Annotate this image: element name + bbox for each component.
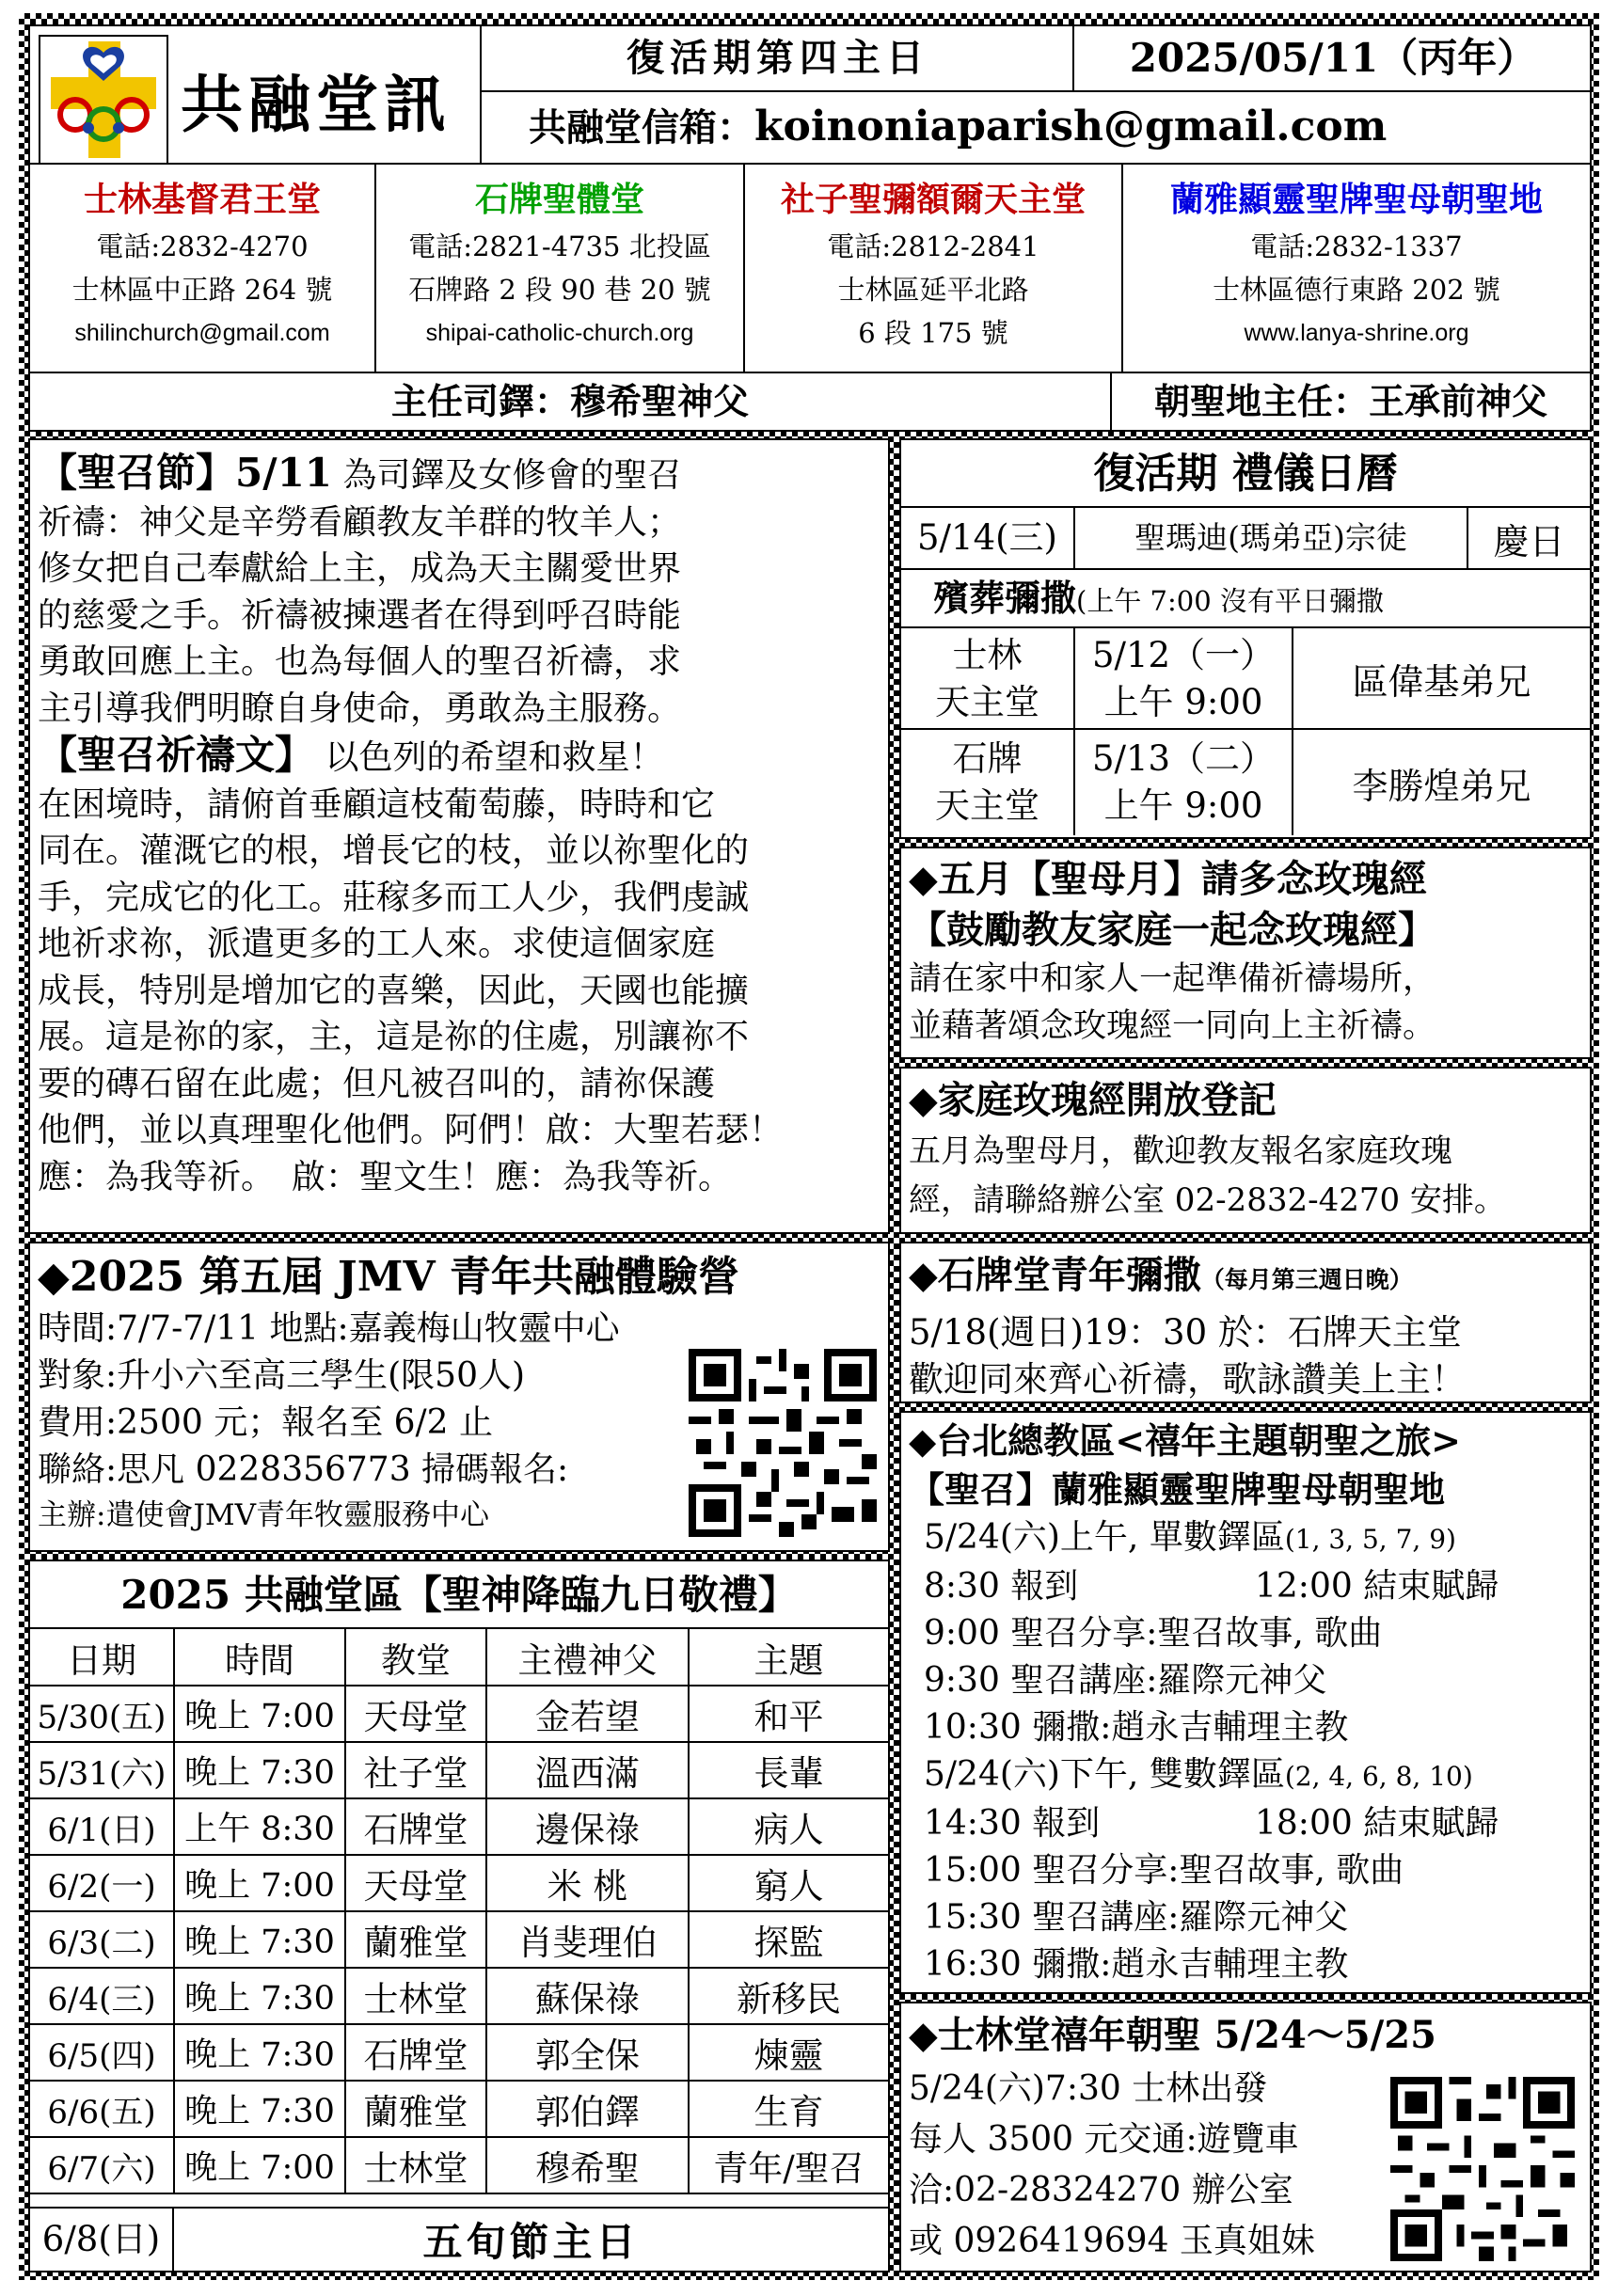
novena-church: 石牌堂 (345, 1798, 486, 1855)
liturgical-sunday: 復活期第四主日 (627, 36, 929, 80)
funeral-church-name: 石牌 (952, 738, 1023, 779)
novena-theme: 和平 (689, 1686, 888, 1742)
vocation-section (28, 438, 890, 1234)
church-shezi (745, 165, 1123, 372)
pilgrimage-am-item: 9:00 聖召分享:聖召故事, 歌曲 (924, 1614, 1383, 1653)
funeral-person: 區偉基弟兄 (1352, 660, 1531, 703)
novena-church: 天母堂 (345, 1686, 486, 1742)
church-address: 士林區延平北路 (837, 274, 1029, 306)
pilgrimage-am-item: 9:30 聖召講座:羅際元神父 (924, 1661, 1327, 1700)
church-phone: 電話:2832-1337 (1250, 230, 1463, 262)
church-name: 蘭雅顯靈聖牌聖母朝聖地 (1169, 180, 1543, 219)
prayer-line: 同在。灌溉它的根，增長它的枝，並以祢聖化的 (38, 831, 750, 870)
novena-celebrant: 溫西滿 (486, 1742, 689, 1798)
novena-celebrant: 蘇保祿 (486, 1968, 689, 2024)
shilin-trip-line: 5/24(六)7:30 士林出發 (909, 2069, 1268, 2108)
mailbox-label: 共融堂信箱： (529, 105, 754, 150)
novena-church: 蘭雅堂 (345, 1911, 486, 1968)
novena-time: 晚上 7:00 (174, 1855, 345, 1911)
shrine-director: 朝聖地主任：王承前神父 (1153, 380, 1547, 422)
novena-table (30, 1629, 888, 2194)
novena-date: 5/30(五) (30, 1686, 174, 1742)
prayer-line: 地祈求祢，派遣更多的工人來。求使這個家庭 (38, 925, 716, 963)
funeral-church (901, 628, 1075, 728)
schedule-item: 12:00 結束賦歸 (1255, 1567, 1499, 1606)
novena-theme: 探監 (689, 1911, 888, 1968)
schedule-item: 14:30 報到 (924, 1804, 1101, 1843)
novena-celebrant: 郭伯鐸 (486, 2081, 689, 2137)
header (28, 24, 1592, 432)
vocation-line: 修女把自己奉獻給上主，成為天主關愛世界 (38, 549, 682, 588)
novena-header-theme: 主題 (689, 1629, 888, 1686)
pilgrimage-title: ◆台北總教區<禧年主題朝聖之旅> (909, 1419, 1461, 1462)
novena-section (28, 1560, 890, 2272)
prayer-line: 在困境時，請俯首垂顧這枝葡萄藤，時時和它 (38, 784, 716, 824)
novena-rows (30, 1686, 888, 2193)
youth-mass-section (899, 1242, 1592, 1403)
pilgrimage-pm-label: 5/24(六)下午, 雙數鐸區 (924, 1755, 1285, 1794)
jmv-fee: 費用:2500 元；報名至 6/2 止 (38, 1403, 494, 1442)
novena-church: 石牌堂 (345, 2024, 486, 2081)
novena-church: 蘭雅堂 (345, 2081, 486, 2137)
novena-date: 6/5(四) (30, 2024, 174, 2081)
pilgrimage-am-note: (1, 3, 5, 7, 9) (1284, 1524, 1456, 1555)
prayer-line: 手，完成它的化工。莊稼多而工人少，我們虔誠 (38, 878, 750, 917)
rosary-subtitle: 【鼓勵教友家庭一起念玫瑰經】 (909, 908, 1436, 952)
pastor: 主任司鐸：穆希聖神父 (30, 373, 1112, 430)
novena-theme: 生育 (689, 2081, 888, 2137)
youth-mass-line: 歡迎同來齊心祈禱，歌詠讚美上主！ (909, 1359, 1466, 1400)
novena-theme: 新移民 (689, 1968, 888, 2024)
newsletter-title: 共融堂訊 (181, 68, 452, 141)
prayer-line: 成長，特別是增加它的喜樂，因此，天國也能擴 (38, 971, 750, 1010)
family-rosary-section (899, 1067, 1592, 1234)
shilin-trip-line: 每人 3500 元交通:遊覽車 (909, 2120, 1299, 2159)
rosary-line: 並藉著頌念玫瑰經一同向上主祈禱。 (909, 1007, 1436, 1045)
funeral-row (901, 628, 1590, 730)
novena-time: 晚上 7:30 (174, 2024, 345, 2081)
novena-header-date: 日期 (30, 1629, 174, 1686)
divider (482, 90, 1592, 92)
vocation-heading: 【聖召節】5/11 (38, 450, 333, 496)
church-name: 石牌聖體堂 (474, 180, 644, 219)
feast-row (901, 508, 1590, 570)
prayer-line: 展。這是祢的家，主，這是祢的住處，別讓祢不 (38, 1018, 750, 1056)
trip-qr-code-icon[interactable] (1390, 2077, 1575, 2261)
novena-time: 晚上 7:30 (174, 2081, 345, 2137)
funeral-church-suffix: 天主堂 (935, 682, 1039, 722)
pilgrimage-pm-item: 15:00 聖召分享:聖召故事, 歌曲 (924, 1851, 1404, 1890)
jmv-time-place: 時間:7/7-7/11 地點:嘉義梅山牧靈中心 (38, 1309, 620, 1348)
pilgrimage-pm-item (909, 1800, 1582, 1847)
rosary-title: ◆五月【聖母月】請多念玫瑰經 (909, 857, 1427, 901)
jmv-organizer: 主辦:遣使會JMV青年牧靈服務中心 (38, 1498, 489, 1532)
novena-celebrant: 邊保祿 (486, 1798, 689, 1855)
novena-church: 社子堂 (345, 1742, 486, 1798)
family-rosary-line: 五月為聖母月，歡迎教友報名家庭玫瑰 (909, 1132, 1452, 1170)
funeral-person: 李勝煌弟兄 (1352, 765, 1531, 807)
pilgrimage-am-item (909, 1563, 1582, 1610)
novena-date: 5/31(六) (30, 1742, 174, 1798)
pilgrimage-pm-heading (909, 1751, 1582, 1800)
church-shipai (376, 165, 745, 372)
church-lanya (1123, 165, 1590, 372)
pilgrimage-pm-item: 16:30 彌撒:趙永吉輔理主教 (924, 1945, 1349, 1984)
vocation-line: 勇敢回應上主。也為每個人的聖召祈禱，求 (38, 642, 682, 681)
novena-theme: 煉靈 (689, 2024, 888, 2081)
funeral-time: 上午 9:00 (1103, 682, 1263, 722)
prayer-line: 應：為我等祈。 啟：聖文生！應：為我等祈。 (38, 1157, 733, 1196)
pilgrimage-am-label: 5/24(六)上午, 單數鐸區 (924, 1518, 1285, 1557)
table-row (30, 1798, 888, 1855)
church-address: 石牌路 2 段 90 巷 20 號 (408, 274, 711, 306)
novena-last-label: 五旬節主日 (422, 2219, 640, 2265)
table-row (30, 2081, 888, 2137)
table-row (30, 1911, 888, 1968)
schedule-item: 18:00 結束賦歸 (1255, 1804, 1499, 1843)
family-rosary-line: 經，請聯絡辦公室 02-2832-4270 安排。 (909, 1181, 1506, 1219)
youth-mass-line: 5/18(週日)19：30 於：石牌天主堂 (909, 1312, 1462, 1353)
pilgrimage-subtitle: 【聖召】蘭雅顯靈聖牌聖母朝聖地 (909, 1468, 1446, 1511)
novena-header-church: 教堂 (345, 1629, 486, 1686)
table-row (30, 2024, 888, 2081)
novena-date: 6/3(二) (30, 1911, 174, 1968)
novena-header-time: 時間 (174, 1629, 345, 1686)
novena-date: 6/7(六) (30, 2137, 174, 2193)
liturgy-calendar (899, 438, 1592, 839)
funeral-date: 5/13（二） (1091, 738, 1276, 779)
prayer-heading: 【聖召祈禱文】 (38, 732, 315, 778)
church-name: 社子聖彌額爾天主堂 (780, 180, 1086, 219)
church-phone: 電話:2812-2841 (827, 230, 1039, 262)
schedule-item: 8:30 報到 (924, 1567, 1079, 1606)
church-address: 士林區德行東路 202 號 (1213, 274, 1500, 306)
shilin-trip-title: ◆士林堂禧年朝聖 5/24～5/25 (909, 2013, 1436, 2057)
funeral-date: 5/12（一） (1091, 635, 1276, 675)
family-rosary-title: ◆家庭玫瑰經開放登記 (909, 1078, 1277, 1122)
rosary-section (899, 847, 1592, 1059)
feast-name: 聖瑪迪(瑪弟亞)宗徒 (1075, 508, 1468, 568)
novena-celebrant: 郭全保 (486, 2024, 689, 2081)
issue-date: 2025/05/11（丙年） (1129, 35, 1537, 81)
church-address-2: 6 段 175 號 (858, 317, 1008, 349)
table-row (30, 1968, 888, 2024)
shilin-trip-section (899, 2002, 1592, 2272)
youth-mass-note: （每月第三週日晚） (1200, 1266, 1413, 1293)
novena-celebrant: 穆希聖 (486, 2137, 689, 2193)
table-row (30, 1855, 888, 1911)
novena-time: 晚上 7:00 (174, 1686, 345, 1742)
novena-date: 6/6(五) (30, 2081, 174, 2137)
shilin-trip-line: 洽:02-28324270 辦公室 (909, 2171, 1293, 2209)
funeral-datetime (1075, 628, 1293, 728)
church-phone: 電話:2832-4270 (96, 230, 309, 262)
church-website[interactable]: shipai-catholic-church.org (425, 320, 694, 346)
funeral-note: (上午 7:00 沒有平日彌撒 (1076, 585, 1384, 617)
table-row (30, 2137, 888, 2193)
funeral-church-name: 士林 (952, 635, 1023, 675)
vocation-line: 的慈愛之手。祈禱被揀選者在得到呼召時能 (38, 595, 682, 635)
novena-last-row (30, 2207, 888, 2271)
mailbox-email[interactable]: koinoniaparish@gmail.com (754, 103, 1388, 150)
novena-date: 6/1(日) (30, 1798, 174, 1855)
table-row (30, 1742, 888, 1798)
parish-logo-icon (38, 34, 169, 166)
novena-church: 士林堂 (345, 1968, 486, 2024)
funeral-title: 殯葬彌撒 (933, 577, 1077, 619)
feast-rank: 慶日 (1493, 520, 1565, 562)
prayer-line: 要的磚石留在此處；但凡被召叫的，請祢保護 (38, 1064, 716, 1103)
novena-theme: 窮人 (689, 1855, 888, 1911)
novena-celebrant: 金若望 (486, 1686, 689, 1742)
jmv-contact: 聯絡:思凡 0228356773 掃碼報名: (38, 1450, 569, 1489)
feast-date: 5/14(三) (901, 508, 1075, 568)
novena-theme: 長輩 (689, 1742, 888, 1798)
church-email[interactable]: shilinchurch@gmail.com (74, 320, 330, 346)
novena-time: 晚上 7:30 (174, 1968, 345, 2024)
funeral-datetime (1075, 730, 1293, 835)
vocation-line: 為司鐸及女修會的聖召 (342, 456, 682, 495)
funeral-church-suffix: 天主堂 (935, 785, 1039, 826)
jmv-title: ◆2025 第五屆 JMV 青年共融體驗營 (38, 1253, 739, 1301)
pilgrimage-pm-note: (2, 4, 6, 8, 10) (1284, 1761, 1473, 1792)
jmv-camp-section (28, 1242, 890, 1552)
novena-header-celebrant: 主禮神父 (486, 1629, 689, 1686)
church-list (30, 165, 1590, 372)
pilgrimage-am-item: 10:30 彌撒:趙永吉輔理主教 (924, 1708, 1349, 1747)
shilin-trip-line: 或 0926419694 玉真姐妹 (909, 2222, 1315, 2260)
novena-title: 2025 共融堂區【聖神降臨九日敬禮】 (30, 1561, 888, 1629)
funeral-church (901, 730, 1075, 835)
novena-theme: 病人 (689, 1798, 888, 1855)
jmv-qr-code-icon[interactable] (689, 1349, 877, 1537)
novena-date: 6/2(一) (30, 1855, 174, 1911)
church-phone: 電話:2821-4735 北投區 (408, 230, 711, 262)
novena-time: 晚上 7:30 (174, 1911, 345, 1968)
vocation-line: 主引導我們明瞭自身使命，勇敢為主服務。 (38, 689, 682, 728)
liturgy-title: 復活期 禮儀日曆 (901, 440, 1590, 508)
pilgrimage-am-heading (909, 1514, 1582, 1563)
church-shilin (30, 165, 376, 372)
novena-church: 士林堂 (345, 2137, 486, 2193)
rosary-line: 請在家中和家人一起準備祈禱場所， (909, 960, 1436, 998)
funeral-heading (901, 570, 1590, 628)
novena-celebrant: 米 桃 (486, 1855, 689, 1911)
church-name: 士林基督君王堂 (83, 180, 321, 219)
youth-mass-heading (909, 1249, 1582, 1309)
prayer-line: 他們，並以真理聖化他們。阿們！啟：大聖若瑟！ (38, 1111, 784, 1149)
novena-church: 天母堂 (345, 1855, 486, 1911)
novena-celebrant: 肖斐理伯 (486, 1911, 689, 1968)
church-website[interactable]: www.lanya-shrine.org (1244, 320, 1469, 346)
novena-time: 上午 8:30 (174, 1798, 345, 1855)
pilgrimage-pm-item: 15:30 聖召講座:羅際元神父 (924, 1898, 1349, 1937)
mailbox-line (529, 94, 1387, 160)
novena-theme: 青年/聖召 (689, 2137, 888, 2193)
jmv-target: 對象:升小六至高三學生(限50人) (38, 1356, 526, 1395)
novena-date: 6/4(三) (30, 1968, 174, 2024)
novena-time: 晚上 7:30 (174, 1742, 345, 1798)
church-address: 士林區中正路 264 號 (71, 274, 333, 306)
youth-mass-title: ◆石牌堂青年彌撒 (909, 1253, 1201, 1297)
funeral-time: 上午 9:00 (1103, 785, 1263, 826)
table-row (30, 1686, 888, 1742)
prayer-subtitle: 以色列的希望和救星！ (325, 738, 664, 777)
vocation-line: 祈禱：神父是辛勞看顧教友羊群的牧羊人； (38, 502, 682, 542)
novena-time: 晚上 7:00 (174, 2137, 345, 2193)
funeral-row (901, 730, 1590, 835)
pilgrimage-section (899, 1411, 1592, 1994)
novena-last-date: 6/8(日) (30, 2209, 174, 2271)
